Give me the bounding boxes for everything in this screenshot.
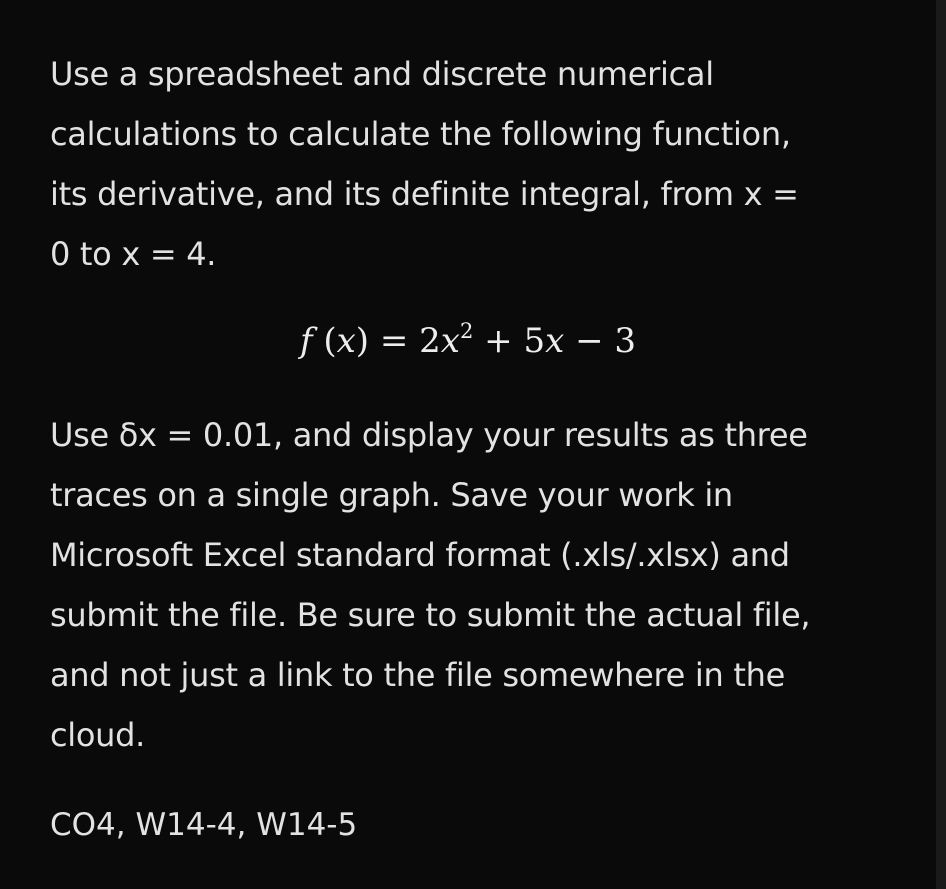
course-outcome-codes: CO4, W14-4, W14-5 [50, 807, 358, 843]
intro-line-3: its derivative, and its definite integral, from x = [50, 175, 799, 213]
instructions-line-5: and not just a link to the file somewhere in the [50, 656, 785, 694]
instructions-line-6: cloud. [50, 716, 146, 754]
instructions-paragraph [50, 405, 900, 765]
intro-line-4: 0 to x = 4. [50, 235, 217, 273]
eq-variable-x-squared: x [440, 321, 460, 361]
instructions-line-4: submit the file. Be sure to submit the actual file, [50, 596, 811, 634]
eq-equals-coefficient: ) = 2 [355, 321, 441, 361]
eq-function-name: f [299, 321, 313, 361]
eq-plus-term: + 5 [473, 321, 546, 361]
intro-paragraph [50, 44, 900, 284]
eq-constant-term: − 3 [564, 321, 637, 361]
instructions-line-1: Use δx = 0.01, and display your results as three [50, 416, 808, 454]
eq-exponent: 2 [459, 319, 474, 343]
eq-variable-x-linear: x [545, 321, 565, 361]
instructions-line-2: traces on a single graph. Save your work in [50, 476, 733, 514]
function-equation [0, 316, 936, 366]
intro-line-1: Use a spreadsheet and discrete numerical [50, 55, 714, 93]
instructions-line-3: Microsoft Excel standard format (.xls/.xlsx) and [50, 536, 790, 574]
eq-open-paren: ( [312, 321, 337, 361]
intro-line-2: calculations to calculate the following function, [50, 115, 791, 153]
eq-variable-x: x [336, 321, 356, 361]
right-edge-strip [936, 0, 946, 889]
